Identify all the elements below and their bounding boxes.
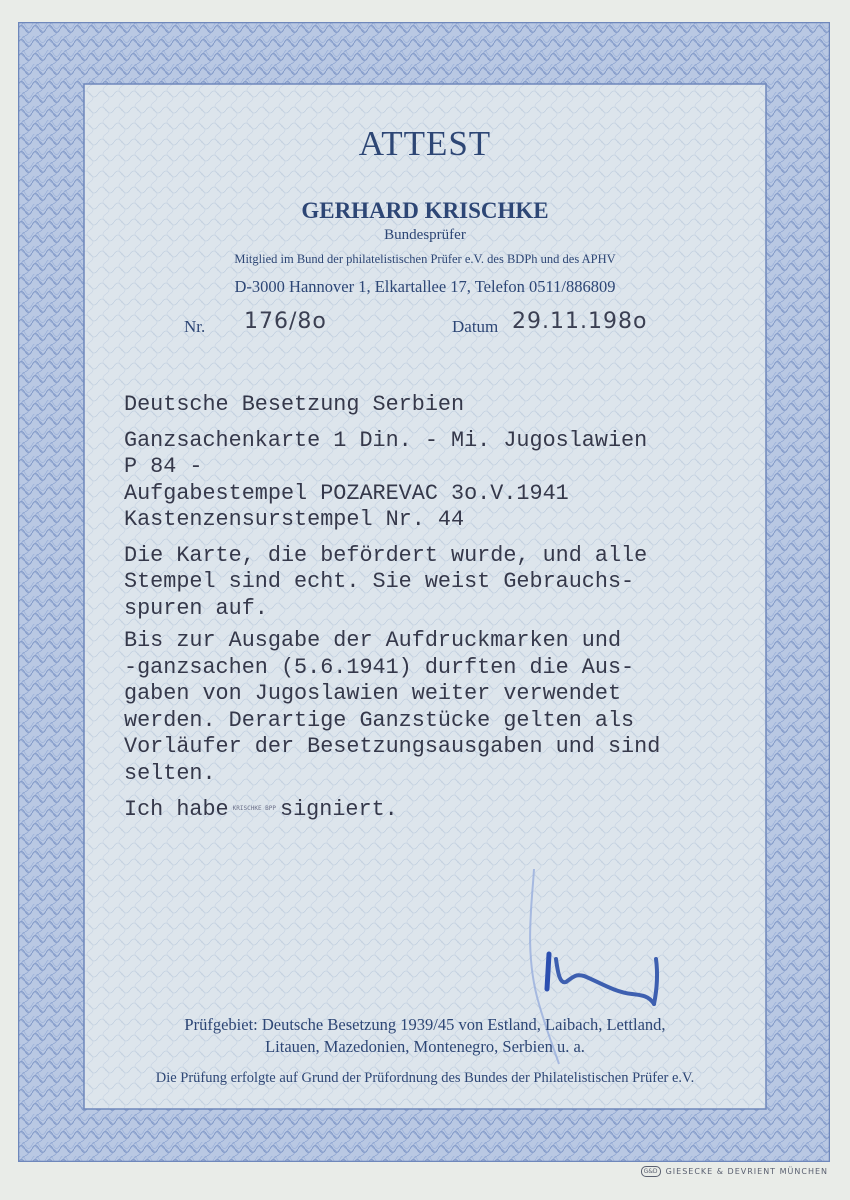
- printer-imprint: [641, 1166, 828, 1177]
- regulation-note: Die Prüfung erfolgte auf Grund der Prüfordnung des Bundes der Philatelistischen Prüfer e.V.: [155, 1070, 695, 1086]
- signature-stamp-mark: KRISCHKE BPP: [232, 805, 277, 812]
- certificate-number: 176/8o: [244, 309, 327, 334]
- number-label: Nr.: [184, 317, 206, 336]
- description-line: Kastenzensurstempel Nr. 44: [124, 507, 465, 532]
- note-line: gaben von Jugoslawien weiter verwendet: [124, 681, 622, 706]
- date-label: Datum: [452, 317, 499, 336]
- attestation-text: [124, 392, 764, 824]
- certificate-content: [84, 84, 766, 1109]
- examination-scope: [84, 1014, 766, 1058]
- note-line: selten.: [124, 760, 216, 786]
- description-line: Ganzsachenkarte 1 Din. - Mi. Jugoslawien: [124, 427, 648, 453]
- signed-line: [124, 796, 764, 824]
- opinion-line: Die Karte, die befördert wurde, und alle: [124, 542, 648, 568]
- certificate-date: 29.11.198o: [512, 309, 648, 334]
- signed-prefix: Ich habe: [124, 797, 229, 823]
- opinion-line: Stempel sind echt. Sie weist Gebrauchs-: [124, 569, 635, 594]
- certificate-title: ATTEST: [358, 124, 492, 163]
- membership-line: Mitglied im Bund der philatelistischen Prüfer e.V. des BDPh und des APHV: [234, 252, 616, 266]
- opinion-line: spuren auf.: [124, 595, 268, 621]
- scope-line: Prüfgebiet: Deutsche Besetzung 1939/45 von Estland, Laibach, Lettland,: [184, 1015, 666, 1034]
- description-line: Aufgabestempel POZAREVAC 3o.V.1941: [124, 480, 569, 506]
- description-line: Deutsche Besetzung Serbien: [124, 392, 465, 417]
- printer-logo: G&D: [641, 1166, 661, 1177]
- signed-suffix: signiert.: [280, 797, 398, 823]
- address-line: D-3000 Hannover 1, Elkartallee 17, Telefon 0511/886809: [234, 277, 616, 296]
- note-line: Vorläufer der Besetzungsausgaben und sind: [124, 734, 661, 759]
- examiner-role: Bundesprüfer: [384, 227, 466, 243]
- examiner-name: GERHARD KRISCHKE: [301, 198, 549, 223]
- printer-name: GIESECKE & DEVRIENT MÜNCHEN: [665, 1167, 828, 1176]
- note-line: Bis zur Ausgabe der Aufdruckmarken und: [124, 628, 622, 653]
- scope-line: Litauen, Mazedonien, Montenegro, Serbien u. a.: [265, 1037, 585, 1056]
- note-line: werden. Derartige Ganzstücke gelten als: [124, 707, 635, 733]
- description-line: P 84 -: [124, 454, 203, 479]
- note-line: -ganzsachen (5.6.1941) durften die Aus-: [124, 654, 635, 680]
